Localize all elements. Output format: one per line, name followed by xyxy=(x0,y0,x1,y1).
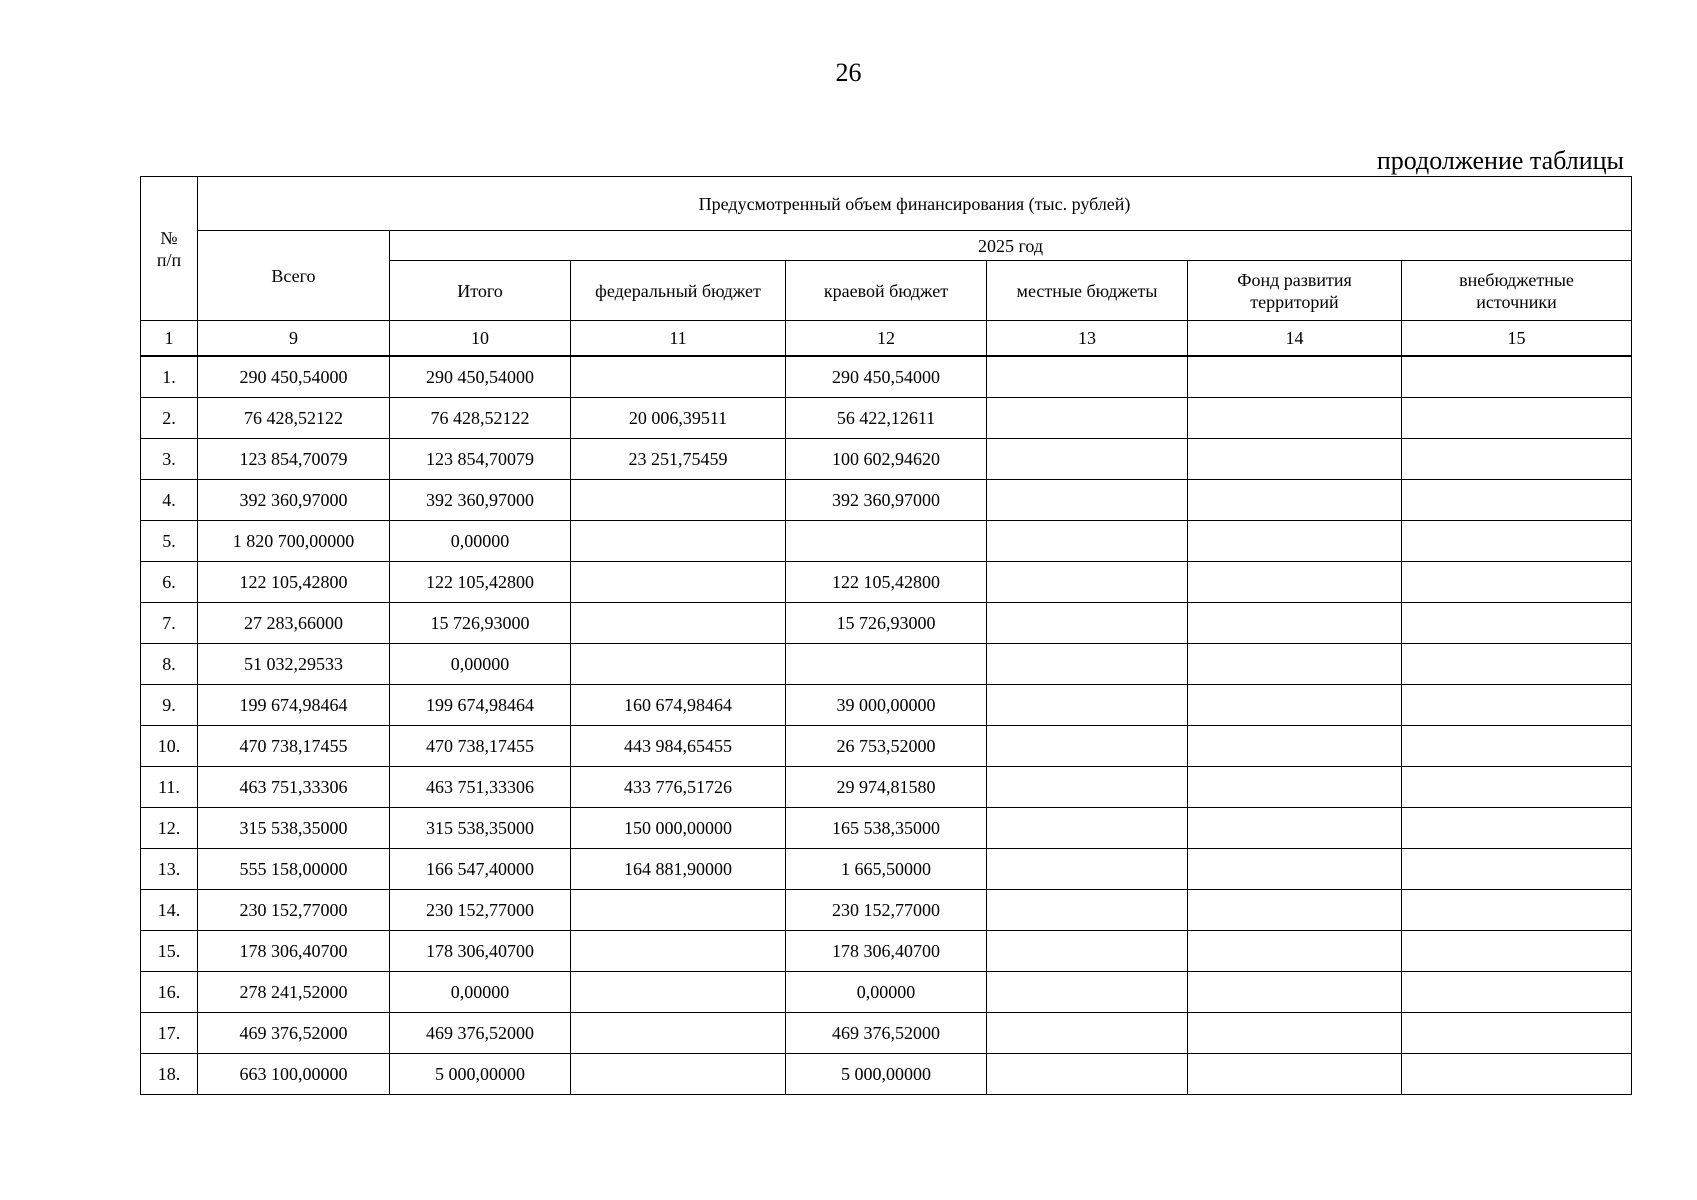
header-funding: Предусмотренный объем финансирования (тыс. рублей) xyxy=(198,177,1632,231)
regional-cell: 26 753,52000 xyxy=(786,726,987,767)
table-row xyxy=(141,562,1632,603)
table-row xyxy=(141,767,1632,808)
table-row xyxy=(141,439,1632,480)
local-cell xyxy=(987,356,1188,398)
total-cell: 178 306,40700 xyxy=(198,931,390,972)
column-number: 10 xyxy=(390,321,571,357)
header-num: № п/п xyxy=(141,177,198,321)
row-number: 4. xyxy=(141,480,198,521)
total-cell: 199 674,98464 xyxy=(198,685,390,726)
total-cell: 290 450,54000 xyxy=(198,356,390,398)
federal-cell xyxy=(571,480,786,521)
federal-cell xyxy=(571,972,786,1013)
fund-cell xyxy=(1188,1013,1402,1054)
federal-cell xyxy=(571,1013,786,1054)
row-number: 18. xyxy=(141,1054,198,1095)
row-number: 17. xyxy=(141,1013,198,1054)
column-number: 1 xyxy=(141,321,198,357)
total-cell: 392 360,97000 xyxy=(198,480,390,521)
regional-cell: 122 105,42800 xyxy=(786,562,987,603)
total-cell: 469 376,52000 xyxy=(198,1013,390,1054)
row-number: 3. xyxy=(141,439,198,480)
federal-cell xyxy=(571,931,786,972)
offbudget-cell xyxy=(1402,603,1632,644)
table-row xyxy=(141,808,1632,849)
total-cell: 278 241,52000 xyxy=(198,972,390,1013)
offbudget-cell xyxy=(1402,644,1632,685)
itogo-cell: 122 105,42800 xyxy=(390,562,571,603)
header-col-offbudget: внебюджетные источники xyxy=(1402,261,1632,321)
regional-cell: 15 726,93000 xyxy=(786,603,987,644)
regional-cell xyxy=(786,644,987,685)
fund-cell xyxy=(1188,972,1402,1013)
local-cell xyxy=(987,726,1188,767)
offbudget-cell xyxy=(1402,890,1632,931)
local-cell xyxy=(987,521,1188,562)
row-number: 6. xyxy=(141,562,198,603)
fund-cell xyxy=(1188,767,1402,808)
federal-cell: 433 776,51726 xyxy=(571,767,786,808)
table-row xyxy=(141,972,1632,1013)
regional-cell: 56 422,12611 xyxy=(786,398,987,439)
fund-cell xyxy=(1188,808,1402,849)
federal-cell: 443 984,65455 xyxy=(571,726,786,767)
regional-cell: 1 665,50000 xyxy=(786,849,987,890)
regional-cell: 469 376,52000 xyxy=(786,1013,987,1054)
table-row xyxy=(141,480,1632,521)
offbudget-cell xyxy=(1402,521,1632,562)
row-number: 5. xyxy=(141,521,198,562)
offbudget-cell xyxy=(1402,439,1632,480)
itogo-cell: 76 428,52122 xyxy=(390,398,571,439)
row-number: 8. xyxy=(141,644,198,685)
local-cell xyxy=(987,644,1188,685)
column-number: 14 xyxy=(1188,321,1402,357)
local-cell xyxy=(987,1013,1188,1054)
row-number: 10. xyxy=(141,726,198,767)
table-row xyxy=(141,685,1632,726)
regional-cell: 0,00000 xyxy=(786,972,987,1013)
fund-cell xyxy=(1188,480,1402,521)
table-row xyxy=(141,603,1632,644)
fund-cell xyxy=(1188,603,1402,644)
itogo-cell: 166 547,40000 xyxy=(390,849,571,890)
column-number: 13 xyxy=(987,321,1188,357)
row-number: 9. xyxy=(141,685,198,726)
federal-cell xyxy=(571,890,786,931)
page-number: 26 xyxy=(835,58,862,87)
offbudget-cell xyxy=(1402,1054,1632,1095)
itogo-cell: 178 306,40700 xyxy=(390,931,571,972)
header-year: 2025 год xyxy=(390,231,1632,261)
offbudget-cell xyxy=(1402,1013,1632,1054)
row-number: 14. xyxy=(141,890,198,931)
table-row xyxy=(141,726,1632,767)
federal-cell xyxy=(571,644,786,685)
total-cell: 470 738,17455 xyxy=(198,726,390,767)
table-row xyxy=(141,356,1632,398)
header-total: Всего xyxy=(198,231,390,321)
itogo-cell: 469 376,52000 xyxy=(390,1013,571,1054)
total-cell: 230 152,77000 xyxy=(198,890,390,931)
total-cell: 51 032,29533 xyxy=(198,644,390,685)
local-cell xyxy=(987,439,1188,480)
local-cell xyxy=(987,890,1188,931)
total-cell: 315 538,35000 xyxy=(198,808,390,849)
row-number: 1. xyxy=(141,356,198,398)
federal-cell xyxy=(571,603,786,644)
local-cell xyxy=(987,603,1188,644)
itogo-cell: 199 674,98464 xyxy=(390,685,571,726)
offbudget-cell xyxy=(1402,931,1632,972)
table-row xyxy=(141,398,1632,439)
offbudget-cell xyxy=(1402,685,1632,726)
column-number: 15 xyxy=(1402,321,1632,357)
federal-cell: 20 006,39511 xyxy=(571,398,786,439)
header-col-federal: федеральный бюджет xyxy=(571,261,786,321)
fund-cell xyxy=(1188,521,1402,562)
row-number: 2. xyxy=(141,398,198,439)
regional-cell: 29 974,81580 xyxy=(786,767,987,808)
column-number: 11 xyxy=(571,321,786,357)
table-row xyxy=(141,1013,1632,1054)
offbudget-cell xyxy=(1402,356,1632,398)
local-cell xyxy=(987,931,1188,972)
offbudget-cell xyxy=(1402,726,1632,767)
local-cell xyxy=(987,1054,1188,1095)
itogo-cell: 290 450,54000 xyxy=(390,356,571,398)
header-col-local: местные бюджеты xyxy=(987,261,1188,321)
itogo-cell: 15 726,93000 xyxy=(390,603,571,644)
itogo-cell: 5 000,00000 xyxy=(390,1054,571,1095)
itogo-cell: 470 738,17455 xyxy=(390,726,571,767)
fund-cell xyxy=(1188,1054,1402,1095)
local-cell xyxy=(987,398,1188,439)
federal-cell xyxy=(571,521,786,562)
federal-cell: 23 251,75459 xyxy=(571,439,786,480)
row-number: 12. xyxy=(141,808,198,849)
total-cell: 555 158,00000 xyxy=(198,849,390,890)
regional-cell: 39 000,00000 xyxy=(786,685,987,726)
local-cell xyxy=(987,480,1188,521)
federal-cell: 164 881,90000 xyxy=(571,849,786,890)
header-col-itogo: Итого xyxy=(390,261,571,321)
itogo-cell: 463 751,33306 xyxy=(390,767,571,808)
regional-cell: 230 152,77000 xyxy=(786,890,987,931)
table-row xyxy=(141,1054,1632,1095)
total-cell: 122 105,42800 xyxy=(198,562,390,603)
fund-cell xyxy=(1188,644,1402,685)
itogo-cell: 0,00000 xyxy=(390,521,571,562)
local-cell xyxy=(987,808,1188,849)
fund-cell xyxy=(1188,439,1402,480)
offbudget-cell xyxy=(1402,849,1632,890)
row-number: 13. xyxy=(141,849,198,890)
table-row xyxy=(141,849,1632,890)
regional-cell xyxy=(786,521,987,562)
column-number: 9 xyxy=(198,321,390,357)
federal-cell: 160 674,98464 xyxy=(571,685,786,726)
federal-cell xyxy=(571,1054,786,1095)
total-cell: 76 428,52122 xyxy=(198,398,390,439)
offbudget-cell xyxy=(1402,808,1632,849)
offbudget-cell xyxy=(1402,972,1632,1013)
row-number: 7. xyxy=(141,603,198,644)
column-number-row xyxy=(141,321,1632,357)
fund-cell xyxy=(1188,562,1402,603)
regional-cell: 5 000,00000 xyxy=(786,1054,987,1095)
local-cell xyxy=(987,849,1188,890)
fund-cell xyxy=(1188,398,1402,439)
total-cell: 663 100,00000 xyxy=(198,1054,390,1095)
total-cell: 463 751,33306 xyxy=(198,767,390,808)
regional-cell: 178 306,40700 xyxy=(786,931,987,972)
offbudget-cell xyxy=(1402,398,1632,439)
federal-cell xyxy=(571,356,786,398)
financing-table xyxy=(140,176,1632,1095)
itogo-cell: 392 360,97000 xyxy=(390,480,571,521)
local-cell xyxy=(987,685,1188,726)
fund-cell xyxy=(1188,356,1402,398)
header-col-regional: краевой бюджет xyxy=(786,261,987,321)
fund-cell xyxy=(1188,849,1402,890)
offbudget-cell xyxy=(1402,562,1632,603)
row-number: 15. xyxy=(141,931,198,972)
regional-cell: 165 538,35000 xyxy=(786,808,987,849)
fund-cell xyxy=(1188,931,1402,972)
local-cell xyxy=(987,972,1188,1013)
regional-cell: 392 360,97000 xyxy=(786,480,987,521)
header-col-fund: Фонд развития территорий xyxy=(1188,261,1402,321)
federal-cell: 150 000,00000 xyxy=(571,808,786,849)
column-number: 12 xyxy=(786,321,987,357)
itogo-cell: 123 854,70079 xyxy=(390,439,571,480)
fund-cell xyxy=(1188,890,1402,931)
local-cell xyxy=(987,767,1188,808)
total-cell: 123 854,70079 xyxy=(198,439,390,480)
row-number: 16. xyxy=(141,972,198,1013)
itogo-cell: 230 152,77000 xyxy=(390,890,571,931)
federal-cell xyxy=(571,562,786,603)
continuation-label: продолжение таблицы xyxy=(1376,146,1624,175)
table-row xyxy=(141,931,1632,972)
local-cell xyxy=(987,562,1188,603)
row-number: 11. xyxy=(141,767,198,808)
table-row xyxy=(141,521,1632,562)
table-row xyxy=(141,644,1632,685)
itogo-cell: 0,00000 xyxy=(390,972,571,1013)
fund-cell xyxy=(1188,685,1402,726)
total-cell: 1 820 700,00000 xyxy=(198,521,390,562)
regional-cell: 100 602,94620 xyxy=(786,439,987,480)
itogo-cell: 315 538,35000 xyxy=(390,808,571,849)
offbudget-cell xyxy=(1402,767,1632,808)
regional-cell: 290 450,54000 xyxy=(786,356,987,398)
itogo-cell: 0,00000 xyxy=(390,644,571,685)
offbudget-cell xyxy=(1402,480,1632,521)
fund-cell xyxy=(1188,726,1402,767)
table-row xyxy=(141,890,1632,931)
total-cell: 27 283,66000 xyxy=(198,603,390,644)
